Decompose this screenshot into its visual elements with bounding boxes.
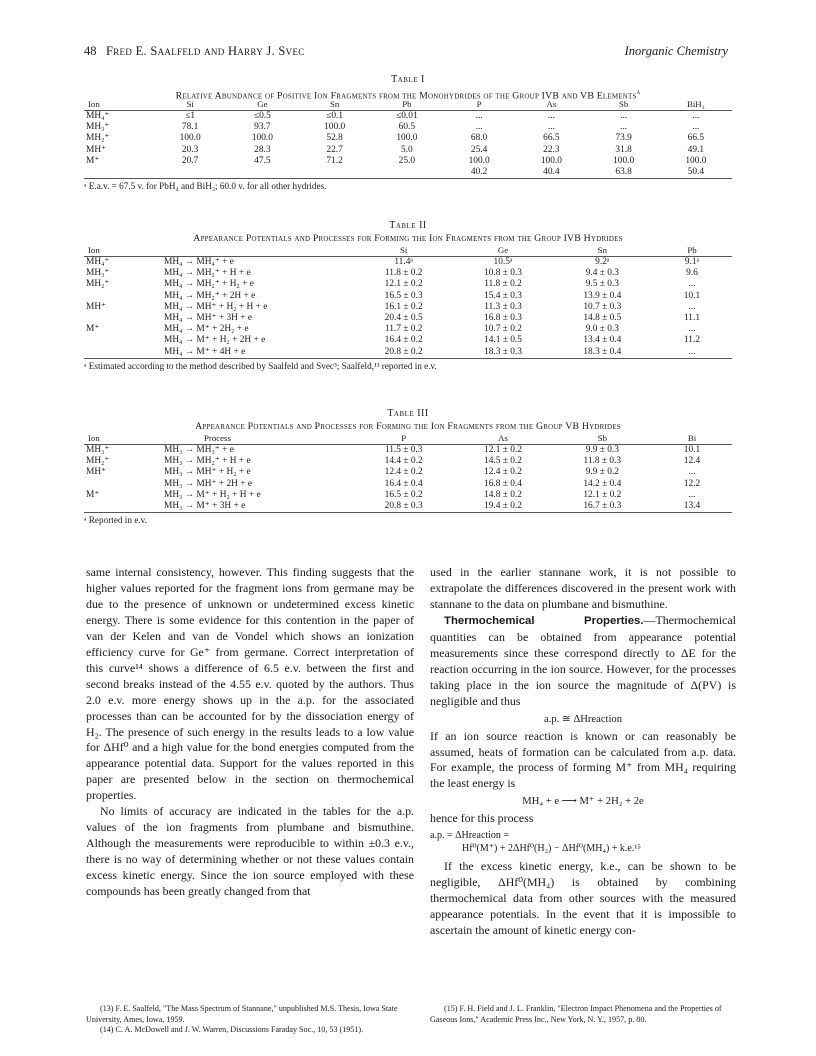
table-cell: 12.4 ± 0.2 [384, 467, 423, 478]
table-cell: 14.1 ± 0.5 [484, 335, 522, 346]
table-cell: 11.2 [683, 335, 701, 346]
table-cell: 71.2 [326, 155, 343, 166]
table-row [84, 167, 732, 179]
header-authors: Fred E. Saalfeld and Harry J. Svec [106, 44, 305, 58]
table-cell [84, 479, 164, 490]
table-cell: MH₃ → M⁺ + 3H + e [164, 501, 354, 513]
equation-3-line-1: a.p. = ΔHreaction = [430, 830, 510, 842]
table-cell: 13.4 ± 0.4 [583, 335, 622, 346]
table-cell: 100.0 [540, 155, 562, 166]
table-2-header-row [84, 245, 732, 257]
table-cell: 14.4 ± 0.2 [384, 456, 423, 467]
table-cell: MH₃ → M⁺ + H₂ + H + e [164, 489, 261, 500]
reference-13: (13) F. E. Saalfeld, "The Mass Spectrum of Stannane," unpublished M.S. Thesis, Iowa State University, Ames, Iowa, 1959. [86, 1004, 398, 1024]
table-cell: 31.8 [615, 144, 632, 155]
table-cell: M⁺ [86, 324, 100, 335]
table-cell [154, 167, 226, 179]
table-row [84, 156, 732, 167]
table-cell: 100.0 [613, 155, 635, 166]
table-cell: 9.1ᵃ [684, 257, 700, 267]
table-cell: 9.9 ± 0.3 [585, 445, 619, 455]
table-3-grid [84, 433, 732, 513]
table-cell: MH₃ → MH₃⁺ + e [164, 445, 234, 455]
table-row [84, 324, 732, 335]
table-cell: MH₄ → M⁺ + 2H₂ + e [164, 324, 249, 335]
table-cell: ... [688, 489, 696, 500]
table-cell: 10.8 ± 0.3 [484, 268, 522, 279]
table-row [84, 291, 732, 302]
table-cell: ... [688, 467, 696, 478]
table-cell: 10.1 [683, 445, 701, 455]
table-row [84, 122, 732, 133]
table-cell: 14.8 ± 0.2 [484, 489, 522, 500]
table-row [84, 279, 732, 290]
table-row [84, 445, 732, 457]
table-cell: 40.4 [515, 167, 587, 179]
table-cell: 11.4ᵃ [394, 257, 413, 267]
table-cell: ... [652, 347, 732, 359]
table3-col-header: Ion [84, 433, 164, 445]
table-3-number: Table III [387, 408, 429, 419]
table-row [84, 501, 732, 513]
table-cell: MH₂⁺ [86, 133, 110, 144]
table-cell: ... [692, 111, 700, 121]
table-cell: 10.5ᵃ [493, 257, 513, 267]
table-1-title: Relative Abundance of Positive Ion Fragments from the Monohydrides of the Group IVB and VB Elements$^a$ [175, 88, 641, 102]
table-cell: 93.7 [254, 122, 271, 133]
running-header [84, 44, 728, 60]
table-cell: MH⁺ [86, 467, 107, 478]
table-cell: 20.4 ± 0.5 [384, 313, 423, 324]
table-cell [84, 167, 154, 179]
table-row [84, 268, 732, 279]
table-cell: MH₂⁺ [86, 279, 110, 290]
table1-col-header: Pb [371, 99, 443, 111]
table-row [84, 479, 732, 490]
table1-col-header: Sn [299, 99, 371, 111]
table-cell: 40.2 [443, 167, 515, 179]
table-row [84, 456, 732, 467]
table-1-footnote: ᵃ E.a.v. = 67.5 v. for PbH₄ and BiH₃; 60.0 v. for all other hydrides. [84, 181, 327, 192]
table-cell: ≤1 [185, 111, 196, 121]
right-paragraph-4: hence for this process [430, 811, 534, 826]
table-cell: 25.4 [470, 144, 488, 155]
table-3-header-row [84, 433, 732, 445]
table-cell: 63.8 [588, 167, 660, 179]
table-cell: 22.7 [326, 144, 343, 155]
table-row [84, 313, 732, 324]
table-cell: 20.3 [181, 144, 199, 155]
equation-3 [430, 827, 736, 859]
left-paragraph-2: No limits of accuracy are indicated in the tables for the a.p. values of the ion fragments from plumbane and bismuthine. Although the measurements were reproducible to within ±0.3 e.v., there is no way of determining whether or not these values contain excess kinetic energy. Since the ion source employed with these compounds has been greatly changed from that [86, 804, 414, 899]
table-cell: 66.5 [543, 133, 560, 144]
table-cell: MH₄ → M⁺ + 4H + e [164, 347, 354, 359]
table-row [84, 467, 732, 478]
table-cell: 12.1 ± 0.2 [384, 279, 423, 290]
table-row [84, 257, 732, 269]
table-cell: 16.1 ± 0.2 [384, 301, 423, 312]
table-cell: 16.4 ± 0.4 [384, 478, 423, 489]
equation-2: MH₄ + e ⟶ M⁺ + 2H₂ + 2e [522, 796, 644, 808]
table-cell: 16.5 ± 0.2 [384, 489, 423, 500]
table-cell: 16.4 ± 0.2 [384, 335, 423, 346]
table-cell: ... [620, 122, 628, 133]
table-cell: M⁺ [86, 489, 100, 500]
table-cell: 12.1 ± 0.2 [583, 489, 622, 500]
table-cell: ... [688, 301, 696, 312]
table-cell: 73.9 [615, 133, 632, 144]
table-cell: 19.4 ± 0.2 [453, 501, 552, 513]
right-paragraph-3: If an ion source reaction is known or can reasonably be assumed, heats of formation can be calculated from a.p. data. For example, the process of forming M⁺ from MH₄ requiring the least energy is [430, 728, 736, 791]
table-cell: MH₃⁺ [86, 122, 110, 133]
table2-col-header: Pb [652, 245, 732, 257]
section-heading-thermochemical: Thermochemical Properties. [444, 614, 644, 627]
table3-col-header: As [453, 433, 552, 445]
table-cell: 100.0 [468, 155, 490, 166]
table-cell: 100.0 [396, 133, 418, 144]
table-cell: MH₄ → MH⁺ + H₂ + H + e [164, 301, 268, 312]
table-cell: ... [692, 122, 700, 133]
table-row [84, 111, 732, 123]
table3-col-header: Sb [553, 433, 652, 445]
table-cell: 11.8 ± 0.2 [484, 279, 522, 290]
table-cell: 20.8 ± 0.2 [354, 347, 453, 359]
table-cell: 10.1 [683, 290, 701, 301]
table-cell: 100.0 [685, 155, 707, 166]
table1-col-header: Ge [226, 99, 298, 111]
table-cell: 68.0 [470, 133, 488, 144]
table-cell: ≤0.5 [253, 111, 271, 121]
table-cell: MH₂⁺ [86, 456, 110, 467]
table-cell: 78.1 [181, 122, 199, 133]
table1-col-header: Ion [84, 99, 154, 111]
table-cell: 16.5 ± 0.3 [384, 290, 423, 301]
table-cell [84, 291, 164, 302]
table-3-title: Appearance Potentials and Processes for Forming the Ion Fragments from the Group VB Hydrides [195, 421, 621, 432]
left-paragraph-1: same internal consistency, however. This finding suggests that the higher values reported for the fragment ions from germane may be due to the presence of unknown or undetermined excess kinetic energy. There is some evidence for this contention in the paper of van der Kelen and van de Vondel which shows an ionization efficiency curve for Ge⁺ from germane. Correct interpretation of this curve¹⁴ shows a difference of 6.5 e.v. between the first and second breaks instead of the 4.55 e.v. quoted by the authors. Thus 2.0 e.v. more energy shows up in the a.p. for the associated processes than can be accounted for by the dissociation energy of H₂. The presence of such energy in the results leads to a low value for ΔHf⁰ and a high value for the bond energies computed from the appearance potential data. Support for the values reported in this paper are presented below in the section on thermochemical properties. [86, 565, 414, 803]
table-cell [226, 167, 298, 179]
table-2 [84, 220, 732, 372]
table-cell: 9.4 ± 0.3 [585, 268, 619, 279]
table2-col-header [164, 245, 354, 257]
table-cell: 18.3 ± 0.3 [453, 347, 552, 359]
table-3 [84, 408, 732, 526]
table-2-title: Appearance Potentials and Processes for Forming the Ion Fragments from the Group IVB Hydrides [193, 233, 623, 244]
table-cell: MH₄ → MH₄⁺ + e [164, 257, 234, 267]
references-right [430, 1004, 736, 1025]
table-cell: 14.8 ± 0.5 [583, 313, 622, 324]
table-cell: 12.4 [683, 456, 701, 467]
table-1-number: Table I [391, 74, 425, 85]
reference-14: (14) C. A. McDowell and J. W. Warren, Discussions Faraday Soc., 10, 53 (1951). [100, 1025, 364, 1035]
table-row [84, 490, 732, 501]
body-column-left [86, 565, 414, 900]
table-cell: MH₄ → MH₃⁺ + H + e [164, 268, 251, 279]
page-number: 48 [84, 44, 97, 58]
table-2-number: Table II [389, 220, 427, 231]
table-cell: MH⁺ [86, 301, 107, 312]
table-cell [84, 501, 164, 513]
table-cell: MH₃ → MH⁺ + H₂ + e [164, 467, 251, 478]
table-cell: 49.1 [687, 144, 705, 155]
table-cell: 50.4 [660, 167, 732, 179]
right-paragraph-1: used in the earlier stannane work, it is not possible to extrapolate the differences discovered in the present work with stannane to the data on plumbane and bismuthine. [430, 565, 736, 611]
table1-col-header: P [443, 99, 515, 111]
table-2-footnote: ᵃ Estimated according to the method described by Saalfeld and Svec³; Saalfeld,¹³ reported in e.v. [84, 360, 437, 371]
table-cell: 16.8 ± 0.4 [484, 478, 522, 489]
table1-col-header: Si [154, 99, 226, 111]
table1-col-header: Sb [588, 99, 660, 111]
table-cell: 100.0 [251, 133, 273, 144]
table-cell: 20.7 [181, 155, 199, 166]
table-cell: 22.3 [543, 144, 560, 155]
table-cell: ... [688, 279, 696, 290]
table-cell: 16.7 ± 0.3 [553, 501, 652, 513]
table-cell [299, 167, 371, 179]
table-cell: ... [688, 324, 696, 335]
table-cell: 47.5 [254, 155, 271, 166]
table-row [84, 133, 732, 144]
table1-col-header: As [515, 99, 587, 111]
table-cell: 9.0 ± 0.3 [585, 324, 619, 335]
table-cell: ≤0.1 [326, 111, 344, 121]
table-cell: 66.5 [687, 133, 705, 144]
table-cell: 14.2 ± 0.4 [583, 478, 622, 489]
references-left [86, 1004, 414, 1036]
table-cell: 11.1 [683, 313, 701, 324]
table2-col-header: Ion [84, 245, 164, 257]
table1-col-header: BiH₃ [660, 99, 732, 111]
table-cell: 60.5 [398, 122, 416, 133]
table-cell: MH₄ → MH₂⁺ + 2H + e [164, 290, 256, 301]
table-cell: MH₃⁺ [86, 268, 110, 279]
table-cell: MH₃ → MH₂⁺ + H + e [164, 456, 251, 467]
table-cell: MH₃⁺ [86, 445, 110, 455]
table-cell: 11.3 ± 0.3 [484, 301, 522, 312]
table-cell: MH₄ → MH⁺ + 3H + e [164, 313, 253, 324]
table-cell [84, 335, 164, 346]
table2-col-header: Sn [553, 245, 652, 257]
table-cell: 28.3 [254, 144, 271, 155]
table-cell: 11.8 ± 0.2 [384, 268, 423, 279]
table-cell: 52.8 [326, 133, 343, 144]
table-cell: MH₄ → M⁺ + H₂ + 2H + e [164, 335, 266, 346]
table-row [84, 302, 732, 313]
table-cell: MH₃ → MH⁺ + 2H + e [164, 478, 253, 489]
table-1 [84, 74, 732, 192]
reference-15: (15) F. H. Field and J. L. Franklin, "Electron Impact Phenomena and the Properties of Gaseous Ions," Academic Press Inc., New York, N. Y., 1957, p. 80. [430, 1004, 722, 1024]
table3-col-header: Process [164, 433, 354, 445]
table-1-title-sup: a [636, 88, 641, 96]
table-cell: 12.2 [683, 478, 701, 489]
table-cell: 13.4 [652, 501, 732, 513]
table-cell: 16.8 ± 0.3 [484, 313, 522, 324]
table-cell: 12.1 ± 0.2 [484, 445, 522, 455]
table-cell: 100.0 [179, 133, 201, 144]
table-cell: ... [547, 122, 555, 133]
table-cell: 14.5 ± 0.2 [484, 456, 522, 467]
table-cell: 11.7 ± 0.2 [384, 324, 423, 335]
table-cell: 9.5 ± 0.3 [585, 279, 619, 290]
table3-col-header: P [354, 433, 453, 445]
table-row [84, 347, 732, 359]
table-cell [371, 167, 443, 179]
table-row [84, 145, 732, 156]
table-cell: 5.0 [401, 144, 413, 155]
table-cell: 11.5 ± 0.3 [384, 445, 423, 455]
table-cell: 12.4 ± 0.2 [484, 467, 522, 478]
table-cell: MH⁺ [86, 144, 107, 155]
table-cell: 25.0 [398, 155, 416, 166]
equation-3-line-2: Hf⁰(M⁺) + 2ΔHf⁰(H₂) − ΔHf⁰(MH₄) + k.e.¹⁵ [462, 843, 641, 855]
table-cell [84, 313, 164, 324]
table-cell: 10.7 ± 0.2 [484, 324, 522, 335]
right-paragraph-2: Thermochemical Properties.—Thermochemical quantities can be obtained from appearance potential measurements since these correspond directly to ΔE for the reaction occurring in the ion source. However, for the processes taking place in the ion source the magnitude of Δ(PV) is negligible and thus [430, 612, 736, 708]
body-column-right [430, 565, 736, 939]
table-cell: ≤0.01 [396, 111, 418, 121]
table-cell: MH₄⁺ [86, 111, 110, 121]
table-cell [84, 347, 164, 359]
table-cell: 9.9 ± 0.2 [585, 467, 619, 478]
table2-col-header: Ge [453, 245, 552, 257]
table2-col-header: Si [354, 245, 453, 257]
table-cell: 10.7 ± 0.3 [583, 301, 622, 312]
table-cell: 18.3 ± 0.4 [553, 347, 652, 359]
table-cell: ... [475, 111, 483, 121]
table-2-grid [84, 245, 732, 359]
table-cell: ... [475, 122, 483, 133]
table-3-footnote: ᵃ Reported in e.v. [84, 515, 147, 526]
header-journal: Inorganic Chemistry [624, 44, 728, 58]
table-1-grid [84, 99, 732, 179]
table-cell: MH₄ → MH₂⁺ + H₂ + e [164, 279, 254, 290]
table-cell: 9.6 [686, 268, 698, 279]
equation-1: a.p. ≅ ΔHreaction [543, 713, 623, 725]
table-cell: 100.0 [324, 122, 346, 133]
table-row [84, 335, 732, 346]
right-paragraph-5: If the excess kinetic energy, k.e., can be shown to be negligible, ΔHf⁰(MH₄) is obtained by combining thermochemical data from other sources with the measured appearance potentials. In the event that it is impossible to ascertain the amount of kinetic energy con- [430, 859, 736, 938]
table-cell: ... [620, 111, 628, 121]
table-cell: 13.9 ± 0.4 [583, 290, 622, 301]
table-cell: 15.4 ± 0.3 [484, 290, 522, 301]
table-cell: 9.2ᵃ [595, 257, 610, 267]
table3-col-header: Bi [652, 433, 732, 445]
table-cell: ... [547, 111, 555, 121]
table-cell: 11.8 ± 0.3 [583, 456, 622, 467]
table-cell: MH₄⁺ [86, 257, 110, 267]
table-cell: M⁺ [86, 155, 100, 166]
table-cell: 20.8 ± 0.3 [354, 501, 453, 513]
